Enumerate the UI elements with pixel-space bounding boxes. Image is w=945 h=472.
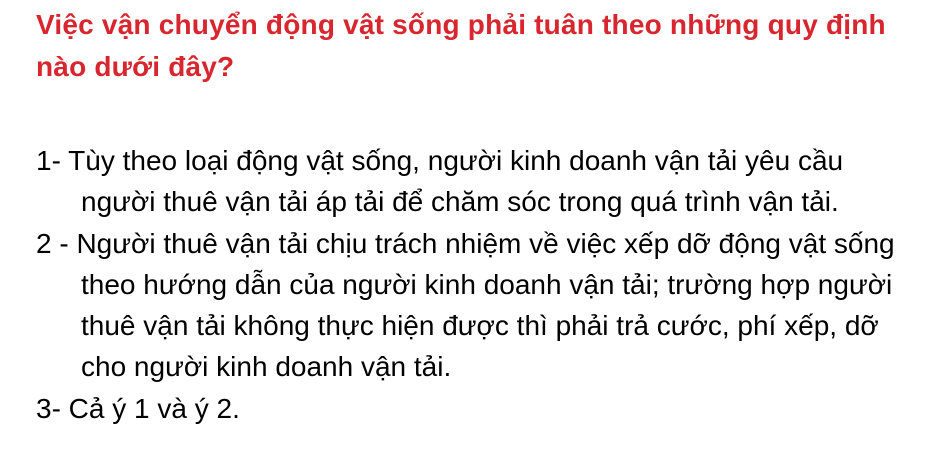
question-text: Việc vận chuyển động vật sống phải tuân theo những quy định nào dưới đây? <box>36 9 886 82</box>
answer-option-2[interactable]: 2 - Người thuê vận tải chịu trách nhiệm về việc xếp dỡ động vật sống theo hướng dẫn của người kinh doanh vận tải; trường hợp người thuê vận tải không thực hiện được thì phải trả cước, phí xếp, dỡ cho người kinh doanh vận tải. <box>36 228 895 382</box>
answer-list <box>36 140 919 429</box>
answer-option-1[interactable]: 1- Tùy theo loại động vật sống, người kinh doanh vận tải yêu cầu người thuê vận tải áp tải để chăm sóc trong quá trình vận tải. <box>36 145 844 217</box>
answer-option-3[interactable]: 3- Cả ý 1 và ý 2. <box>36 393 240 424</box>
